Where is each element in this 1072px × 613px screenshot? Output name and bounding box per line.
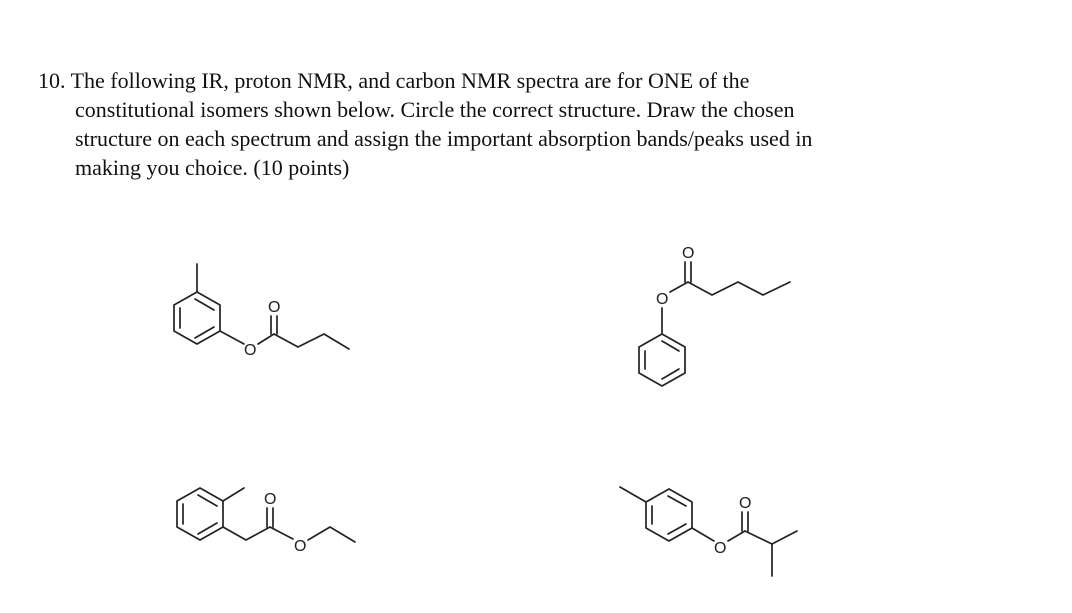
- butyl-chain: [688, 282, 790, 295]
- question-line-1: 10. The following IR, proton NMR, and carbon NMR spectra are for ONE of the: [38, 68, 750, 93]
- structure-d[interactable]: [600, 470, 830, 590]
- question-line-4: making you choice. (10 points): [75, 155, 350, 180]
- question-line-2: constitutional isomers shown below. Circle the correct structure. Draw the chosen: [75, 97, 795, 122]
- methyl-bond: [620, 487, 646, 502]
- ester-oxygen-label: O: [714, 540, 727, 557]
- benzene-ring: [646, 489, 692, 541]
- isopropyl-methyl-1: [772, 531, 797, 544]
- benzene-ring: [639, 334, 685, 386]
- carbonyl-oxygen-label: O: [268, 299, 281, 316]
- structure-b[interactable]: [620, 238, 840, 398]
- methyl-bond: [223, 488, 244, 501]
- methylene-bridge: [223, 527, 270, 540]
- aryl-oxygen-bond: [220, 331, 244, 344]
- carbonyl-oxygen-label: O: [682, 245, 695, 262]
- structure-c[interactable]: [150, 470, 370, 570]
- question-line-3: structure on each spectrum and assign the important absorption bands/peaks used in: [75, 126, 813, 151]
- question-text: [38, 66, 938, 182]
- propyl-chain: [274, 334, 349, 349]
- ester-oxygen-label: O: [294, 538, 307, 555]
- carbonyl-oxygen-label: O: [739, 495, 752, 512]
- ester-oxygen-label: O: [244, 342, 257, 359]
- structure-a[interactable]: [150, 250, 370, 370]
- alpha-bond: [745, 531, 772, 544]
- benzene-ring: [174, 292, 220, 344]
- ester-oxygen-label: O: [656, 291, 669, 308]
- ethyl-chain: [308, 527, 355, 542]
- benzene-ring: [177, 488, 223, 540]
- aryl-oxygen-bond: [692, 528, 714, 541]
- carbonyl-oxygen-label: O: [264, 491, 277, 508]
